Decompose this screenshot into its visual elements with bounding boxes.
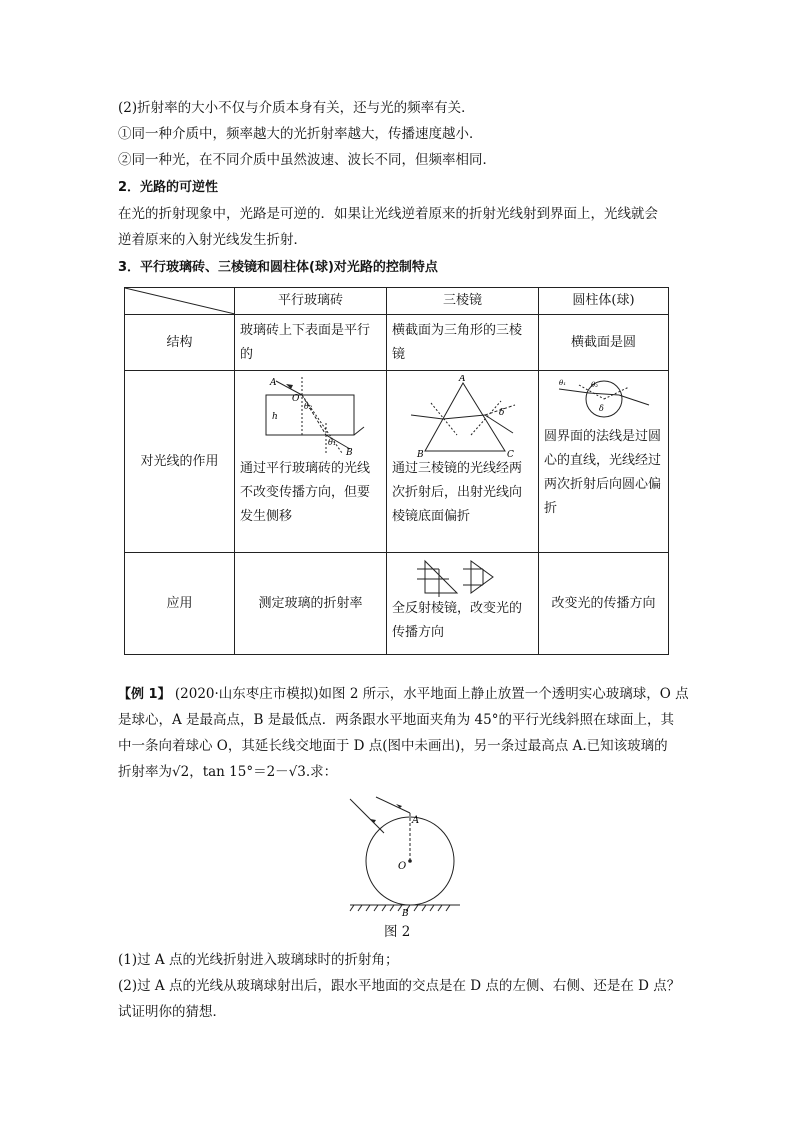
- header-prism: 三棱镜: [387, 288, 539, 315]
- question-2-line-2: 试证明你的猜想．: [118, 1004, 226, 1020]
- fig-label-b: B: [402, 909, 409, 917]
- row-label-application: 应用: [125, 553, 235, 655]
- fig-label-a: A: [269, 378, 276, 388]
- section-3-heading: 3．平行玻璃砖、三棱镜和圆柱体(球)对光路的控制特点: [118, 260, 438, 275]
- section-2-heading: 2．光路的可逆性: [118, 180, 219, 195]
- application-prism-text: 全反射棱镜，改变光的传播方向: [392, 601, 523, 640]
- fig-label-delta: δ: [498, 408, 504, 418]
- cell-application-slab: 测定玻璃的折射率: [235, 553, 387, 655]
- section-2-body-2: 逆着原来的入射光线发生折射．: [118, 232, 307, 248]
- intro-line-3: ②同一种光，在不同介质中虽然波速、波长不同，但频率相同．: [118, 152, 496, 168]
- cylinder-figure: [549, 375, 659, 425]
- fig-label-c: C: [506, 450, 514, 457]
- total-reflection-prism-figure: [413, 557, 513, 597]
- table-header-row: [125, 288, 669, 315]
- fig-label-theta2: θ₂: [303, 402, 312, 411]
- header-parallel-slab: 平行玻璃砖: [235, 288, 387, 315]
- question-2-line-1: (2)过 A 点的光线从玻璃球射出后，跟水平地面的交点是在 D 点的左侧、右侧、还是在 D 点？: [118, 978, 681, 994]
- section-2-body-1: 在光的折射现象中，光路是可逆的．如果让光线逆着原来的折射光线射到界面上，光线就会: [118, 206, 658, 222]
- table-row: [125, 553, 669, 655]
- row-label-effect: 对光线的作用: [125, 371, 235, 553]
- row-label-structure: 结构: [125, 315, 235, 371]
- fig-label-delta: δ: [598, 404, 604, 413]
- parallel-slab-figure: [246, 375, 376, 457]
- example-figure: [330, 795, 460, 917]
- table-row: [125, 315, 669, 371]
- fig-label-theta1: θ₁: [558, 379, 566, 387]
- example-tag: 【例 1】: [118, 687, 171, 702]
- table-row: [125, 371, 669, 553]
- comparison-table: [124, 287, 669, 655]
- fig-label-a: A: [458, 375, 465, 384]
- fig-label-o: O: [398, 861, 407, 872]
- question-1: (1)过 A 点的光线折射进入玻璃球时的折射角；: [118, 952, 399, 968]
- fig-label-o: O: [291, 394, 299, 404]
- cell-structure-prism: 横截面为三角形的三棱镜: [387, 315, 539, 371]
- effect-prism-text: 通过三棱镜的光线经两次折射后，出射光线向棱镜底面偏折: [392, 461, 523, 524]
- effect-slab-text: 通过平行玻璃砖的光线不改变传播方向，但要发生侧移: [240, 461, 371, 524]
- cell-application-cylinder: 改变光的传播方向: [539, 553, 669, 655]
- cell-structure-cylinder: 横截面是圆: [539, 315, 669, 371]
- cell-effect-cylinder: [539, 371, 669, 553]
- example-line-1-text: (2020·山东枣庄市模拟)如图 2 所示，水平地面上静止放置一个透明实心玻璃球，O 点: [174, 686, 689, 702]
- fig-label-h: h: [271, 412, 278, 422]
- intro-line-2: ①同一种介质中，频率越大的光折射率越大，传播速度越小．: [118, 126, 483, 142]
- header-cylinder: 圆柱体(球): [539, 288, 669, 315]
- example-line-2: 是球心，A 是最高点，B 是最低点．两条跟水平地面夹角为 45°的平行光线斜照在球面上，其: [118, 712, 674, 728]
- example-line-4: 折射率为√2，tan 15°＝2－√3.求：: [118, 764, 338, 780]
- fig-label-theta1: θ₁: [327, 438, 336, 447]
- example-line-1: [118, 684, 689, 705]
- figure-caption: 图 2: [384, 924, 411, 940]
- fig-label-a: A: [412, 815, 420, 826]
- example-line-3: 中一条向着球心 O，其延长线交地面于 D 点(图中未画出)，另一条过最高点 A.已知该玻璃的: [118, 738, 668, 754]
- fig-label-b: B: [416, 450, 424, 457]
- intro-line-1: (2)折射率的大小不仅与介质本身有关，还与光的频率有关．: [118, 100, 475, 116]
- diagonal-header-cell: [125, 288, 235, 315]
- diagonal-line: [125, 288, 235, 314]
- prism-figure: [403, 375, 523, 457]
- fig-label-theta2: θ₂: [590, 381, 598, 389]
- cell-effect-slab: [235, 371, 387, 553]
- cell-effect-prism: [387, 371, 539, 553]
- cell-structure-slab: 玻璃砖上下表面是平行的: [235, 315, 387, 371]
- effect-cylinder-text: 圆界面的法线是过圆心的直线，光线经过两次折射后向圆心偏折: [544, 429, 662, 516]
- fig-label-b: B: [345, 448, 353, 457]
- cell-application-prism: [387, 553, 539, 655]
